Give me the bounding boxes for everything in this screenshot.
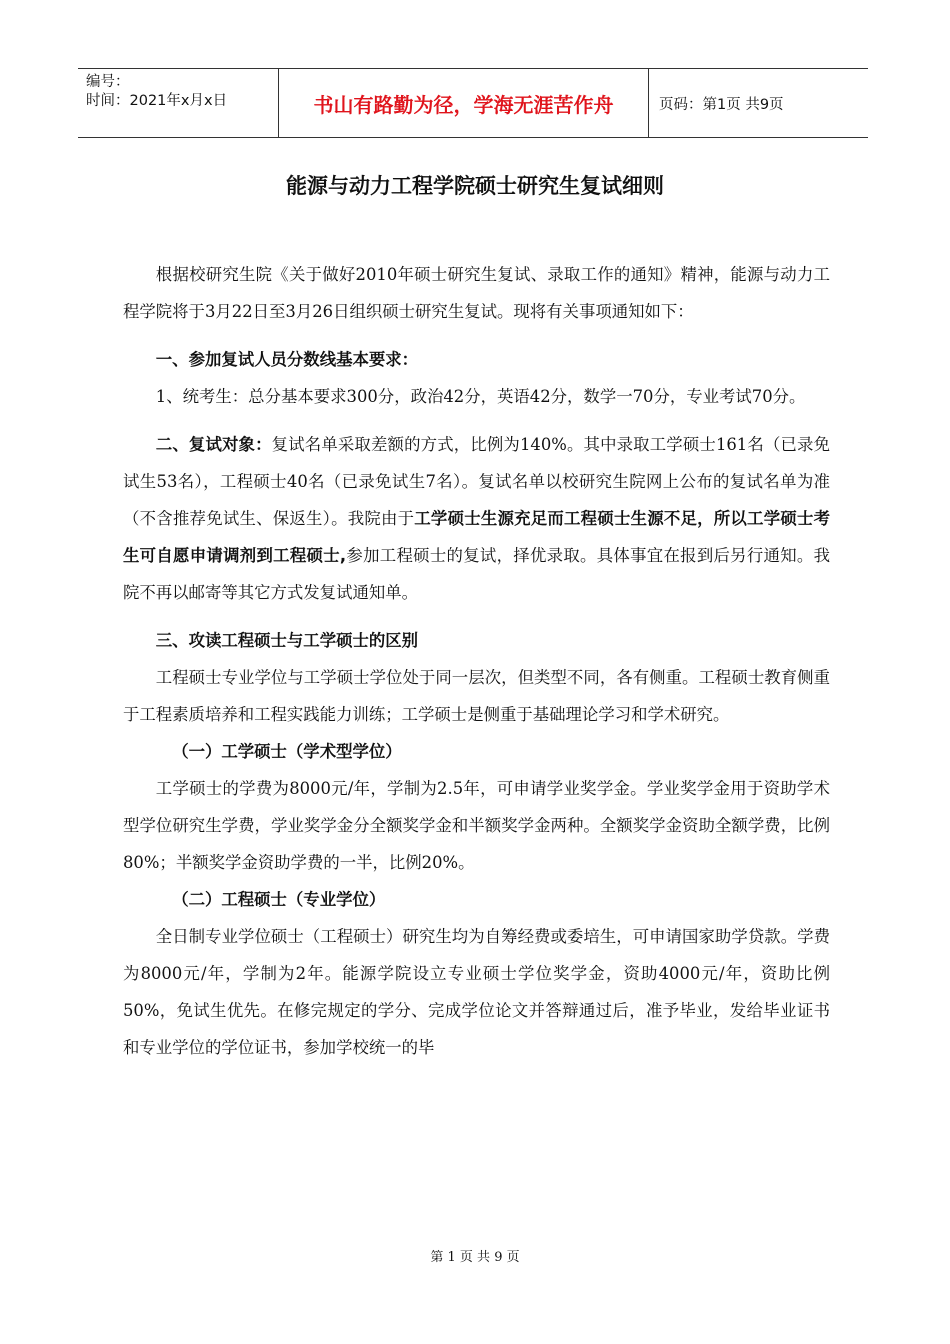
section1-heading: 一、参加复试人员分数线基本要求： xyxy=(155,350,419,369)
section2-paragraph xyxy=(123,426,830,611)
section1-item1: 1、统考生：总分基本要求300分，政治42分，英语42分，数学一70分，专业考试70分。 xyxy=(155,387,806,406)
section3-sub1-heading: （一）工学硕士（学术型学位） xyxy=(172,742,402,761)
document-body xyxy=(123,256,830,1066)
section2-heading: 二、复试对象： xyxy=(155,435,272,454)
document-title: 能源与动力工程学院硕士研究生复试细则 xyxy=(286,174,664,198)
page-footer: 第 1 页 共 9 页 xyxy=(430,1250,520,1265)
section3-heading: 三、攻读工程硕士与工学硕士的区别 xyxy=(155,631,419,650)
intro-paragraph: 根据校研究生院《关于做好2010年硕士研究生复试、录取工作的通知》精神，能源与动力工程学院将于3月22日至3月26日组织硕士研究生复试。现将有关事项通知如下： xyxy=(123,265,830,321)
header-page-info: 页码：第1页 共9页 xyxy=(659,96,784,113)
section2-text-bold: 工学硕士生源充足而工程硕士生源不足，所以工学硕士考生可自愿申请调剂到工程硕士, xyxy=(123,509,830,565)
page-header xyxy=(78,68,868,138)
section3-sub1-text: 工学硕士的学费为8000元/年，学制为2.5年，可申请学业奖学金。学业奖学金用于资助学术型学位研究生学费，学业奖学金分全额奖学金和半额奖学金两种。全额奖学金资助全额学费，比例80%；半额奖学金资助学费的一半，比例20%。 xyxy=(123,779,830,872)
header-meta xyxy=(78,69,279,137)
serial-label: 编号： xyxy=(86,74,130,90)
section3-sub2-heading: （二）工程硕士（专业学位） xyxy=(172,890,386,909)
time-label: 时间：2021年x月x日 xyxy=(86,93,228,109)
header-motto: 书山有路勤为径，学海无涯苦作舟 xyxy=(279,69,649,137)
section2-text-b: 参加工程硕士的复试，择优录取。具体事宜在报到后另行通知。我院不再以邮寄等其它方式发复试通知单。 xyxy=(123,546,831,602)
section3-text: 工程硕士专业学位与工学硕士学位处于同一层次，但类型不同，各有侧重。工程硕士教育侧重于工程素质培养和工程实践能力训练；工学硕士是侧重于基础理论学习和学术研究。 xyxy=(123,668,830,724)
section3-sub2-text: 全日制专业学位硕士（工程硕士）研究生均为自筹经费或委培生，可申请国家助学贷款。学费为8000元/年，学制为2年。能源学院设立专业硕士学位奖学金，资助4000元/年，资助比例50%，免试生优先。在修完规定的学分、完成学位论文并答辩通过后，准予毕业，发给毕业证书和专业学位的学位证书，参加学校统一的毕 xyxy=(123,927,830,1057)
section2-text-a: 复试名单采取差额的方式，比例为140%。其中录取工学硕士161名（已录免试生53名），工程硕士40名（已录免试生7名）。复试名单以校研究生院网上公布的复试名单为准（不含推荐免试生、保返生）。我院由于 xyxy=(123,435,830,528)
